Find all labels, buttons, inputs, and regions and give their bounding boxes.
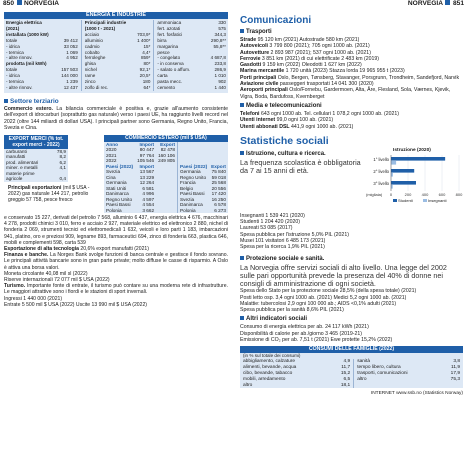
consumi-box [240, 346, 463, 388]
text-line: Emissione di CO₂ per ab. 7,51 t (2021) Ewe protette 15,2% (2022) [240, 337, 393, 344]
stat-label: - termica [6, 79, 24, 85]
section-square-icon [240, 151, 244, 155]
stat-value: 12 437 [63, 84, 78, 90]
line-lead: Gasdotti [240, 62, 262, 69]
line-lead: Utenti abbonati DSL [240, 123, 290, 130]
stat-label: - salato o affum. [157, 67, 191, 73]
table-cell [156, 208, 177, 214]
table-row [104, 208, 228, 214]
table-cell: Import [139, 141, 155, 147]
chart-bar-studenti [391, 157, 445, 161]
protezione-lines [240, 288, 463, 313]
stat-value: 1 400* [137, 37, 151, 43]
table-cell: Svezia [178, 197, 210, 203]
line-text: 2 893 987 (2021); 537 ogni 1000 ab. (2021) [269, 49, 371, 56]
page-number-right: 851 [452, 0, 464, 7]
stat-label: ferroleghe [84, 55, 106, 61]
table-cell: altro [243, 382, 253, 388]
table-cell: 82 478 [160, 147, 176, 152]
table-cell [354, 383, 440, 389]
table-cell: 105 546 [137, 158, 155, 163]
chart-bar-insegnanti [391, 173, 393, 177]
table-cell: Regno Unito [178, 175, 210, 181]
line-lead: Autoveicoli [240, 43, 268, 50]
table-cell: mobili, arredamento [243, 376, 286, 382]
line-text: Oslo, Bergen, Tønsberg, Stavanger, Porsgrunn, Trondheim, Sandefjord, Narvik [276, 74, 460, 81]
text-line: Spesa pubblica per la sanità 8,6% PIL (2021) [240, 307, 344, 314]
section-square-icon [240, 316, 244, 320]
left-page [0, 0, 232, 467]
table-cell: 6 273 [214, 207, 226, 213]
table-cell: 4 597 [142, 196, 155, 202]
table-cell: tempo libero, cultura [354, 365, 440, 371]
table-cell: Paesi Bassi [106, 202, 131, 207]
table-cell: Polonia [106, 207, 122, 213]
table-cell: Germania [178, 169, 210, 175]
table-cell: alimenti, bevande, acqua [243, 365, 297, 371]
line-lead: Telefoni [240, 110, 260, 117]
export-value: 0,4 [59, 176, 66, 182]
line-lead: Ferrovie [240, 55, 261, 62]
table-cell: Paesi (2022) [178, 164, 210, 170]
text-line: Malattie: tubercolosi 2,9 ogni 100 000 ab.; AIDS <0,1% adulti (2021) [240, 300, 397, 307]
chart-tick-label: 800 [455, 191, 463, 197]
protezione-text: La Norvegia offre servizi sociali di alto livello. Una legge del 2002 sulle pari opportunità prevede la presenza del 40% di donne nei consigli di amministrazione di ogni società. [240, 262, 447, 289]
altri-heading: Altri indicatori sociali [240, 316, 463, 323]
stat-label: - altre rinnov. [6, 55, 33, 61]
stat-label: pasta mecc. [157, 79, 183, 85]
chart-title: Istruzione (2020) [393, 147, 431, 153]
stat-label: alluminio [84, 37, 103, 43]
stat-label: zolfo di rec. [84, 84, 109, 90]
chart-bar-studenti [391, 169, 414, 173]
consumi-subtitle: (in % sul totale dei consumi) [243, 353, 301, 359]
line-lead: Autovetture [240, 49, 270, 56]
section-square-icon [240, 256, 244, 260]
istruzione-chart-svg [365, 154, 463, 212]
stat-label: acciaio [84, 31, 100, 37]
stat-label: zinco [84, 79, 96, 85]
terziario-text: Commercio estero. La bilancia commerciale è positiva e, grazie all'aumento consistente dell'export di idrocarburi (soprattutto gas naturale) verso i paesi UE, ha raggiunto livelli record nel 2022 (oltre 144 miliardi di dollari USA). I principali partner sono Germania, Regno Unito, Francia, Svezia e Cina. [4, 105, 228, 132]
riserve-line: Riserve internazionali 72 077 mil $ USA (2022) [4, 277, 110, 284]
text-line: Musei 101 visitatori 6 485 173 (2021) [240, 238, 326, 245]
table-cell: 75 840 [211, 169, 226, 174]
export-label: miner. e metalli [6, 165, 38, 171]
stat-value: 15* [143, 43, 151, 49]
export-label: manufatti [6, 154, 26, 160]
stat-value: 1 069 [66, 49, 78, 55]
chart-legend-swatch [423, 199, 427, 202]
stat-label: nichel [84, 67, 97, 73]
stat-value: 4,4* [142, 49, 151, 55]
stat-label: carta [157, 73, 168, 79]
stat-label: margarina [157, 43, 179, 49]
line-text: 643 ogni 1000 ab. Tel. cellulari 1 078,2 ogni 1000 ab. (2021) [259, 110, 400, 117]
stat-value: 92,1* [139, 67, 151, 73]
altri-lines [240, 324, 463, 343]
table-cell: Export [211, 163, 226, 169]
table-cell: sanità [354, 359, 440, 365]
stat-value: 575 [218, 25, 226, 31]
stat-value: 344,3 [214, 31, 226, 37]
line-lead: Porti principali [240, 74, 277, 81]
stat-label: fert. fosfatici [157, 31, 183, 37]
media-heading: Media e telecomunicazioni [240, 103, 463, 110]
header-square-icon [445, 0, 450, 5]
chart-bar-studenti [391, 181, 416, 185]
chart-x-label: (migliaia) [366, 191, 383, 197]
chart-category-label: 2° livello [373, 168, 389, 174]
table-cell: 2021 [106, 152, 117, 158]
table-cell: 15,2 [340, 370, 351, 376]
commercio-table [104, 142, 228, 214]
line-text: 3 799 800 (2021); 705 ogni 1000 ab. (2021) [267, 43, 370, 50]
chart-legend-label: Studenti [398, 197, 413, 203]
terziario-heading: Settore terziario [4, 98, 228, 105]
line-text: Oslo/Fornebu, Gardermoen, Alta, Åre, Flesland, Sola, Værnes, Kjevik, Vigra, Boda, Bardufoss, Kvernberget [240, 87, 451, 100]
line-text: passeggeri trasportati 14 041 300 (2020) [278, 81, 374, 88]
stat-value: 20,5* [139, 73, 151, 79]
energy-column [6, 20, 81, 91]
industry-column [81, 20, 154, 91]
table-cell [440, 383, 463, 389]
ingressi-line: Ingressi 1 440 000 (2021) [4, 295, 63, 302]
commercio-estero-box [104, 135, 228, 214]
export-value: 4,1 [59, 165, 66, 171]
stat-label: - termica [6, 49, 24, 55]
table-cell: 4 554 [142, 202, 155, 207]
stat-label: - idrica [6, 43, 20, 49]
table-cell: Anno [106, 141, 118, 147]
table-cell: Cina [106, 174, 116, 180]
table-row [240, 383, 463, 389]
stat-label: - congelato [157, 55, 181, 61]
table-cell: Germania [106, 180, 127, 185]
entrate-uscite-line: Entrate 5 500 mil $ USA (2022) Uscite 13 990 mil $ USA (2022) [4, 301, 147, 308]
stat-label: cobalto [84, 49, 100, 55]
industry-column-2 [153, 20, 226, 91]
turismo-text: Turismo. Importante fonte di entrate, il turismo può contare su una moderna rete di infrastrutture. Le maggiori attrattive sono i fiordi e le stazioni di sport invernali. [4, 283, 228, 296]
text-line [240, 87, 463, 100]
table-cell: Import [139, 163, 155, 169]
commercio-box-title: COMMERCIO ESTERO (mil $ USA) [104, 135, 228, 142]
export-box-title: EXPORT MERCI (% tot. export merci - 2022) [4, 135, 68, 149]
text-line: Posti letto osp. 3,4 ogni 1000 ab. (2021) Medici 5,2 ogni 1000 ab. (2021) [240, 294, 407, 301]
table-cell: 75,3 [450, 376, 460, 382]
consumi-table [240, 359, 463, 388]
stat-value: 180 [142, 79, 151, 85]
trasporti-heading: Trasporti [240, 29, 463, 36]
table-cell: Polonia [178, 208, 210, 214]
stat-label: prodotta (mil kWh) [6, 61, 47, 67]
export-label: agricole [6, 176, 23, 182]
table-cell: 16 250 [211, 196, 226, 202]
line-lead: Strade [240, 37, 257, 43]
internet-source: INTERNET www.ssb.no (Statistics Norway) [370, 391, 463, 397]
export-list-text: e conservato 15 227, derivati del petrolio 7 568, alluminio 6 437, energia elettrica 4 676, macchinari 4 278, prodotti chimici 3 010, ferro e acciaio 2 927, materiale elettrico ed elettronico 2 880, nichel di fonderia 2 069, strumenti tecnici ed elettromedicali 1 632, veicoli e loro parti 1 183, imbarcazioni 941, platino, oro e preziosi 909, legname 893, farmaceutici 694, zinco di fonderia 663, plastica 646, mobili e complementi 598, carta 539 [4, 215, 228, 246]
stat-label: installata (1000 kW) [6, 31, 49, 37]
table-cell: 3 662 [142, 207, 155, 213]
chart-tick-label: 200 [404, 191, 412, 197]
header-country-left: NORVEGIA [24, 0, 60, 7]
text-line: Spesa pubblica per l'istruzione 5,0% PIL (2021) [240, 231, 349, 238]
finanza-text: Finanza e banche. La Norges Bank svolge funzioni di banca centrale e gestisce il fondo sovrano. Le principali attività bancarie sono in gran parte private; molto diffuse le casse di risparmio. A Oslo è attiva una borsa valori. [4, 252, 229, 271]
export-row [4, 176, 68, 182]
text-line: Studenti 1 204 420 (2020) [240, 219, 300, 226]
chart-category-label: 3° livello [373, 180, 389, 186]
text-line [240, 124, 463, 130]
line-text: 1 720 unità (2023) Stazza lorda 19 965 955 t (2023) [284, 68, 405, 75]
table-cell: 2022 [106, 158, 117, 163]
text-line: Spesa dello Stato per la protezione sociale 28,5% (della spesa totale) (2021) [240, 288, 417, 295]
stat-label: ghisa [84, 61, 96, 67]
stat-label: birra [157, 37, 167, 43]
stat-value: 703,9* [137, 31, 151, 37]
table-cell: 12 264 [139, 180, 155, 185]
table-cell: Export [160, 141, 176, 147]
stat-value: 290,8** [210, 37, 226, 43]
stat-value: 157 503 [61, 67, 78, 73]
stat-label: (2021) [6, 25, 20, 31]
text-line: Disponibilità di calorie per ab./giorno 3 465 (2019-21) [240, 330, 362, 337]
consumi-title: CONSUMI DELLE FAMIGLIE (2022) [240, 346, 463, 353]
energy-industry-box [4, 12, 228, 93]
line-text: 3 851 km (2021) di cui elettrificate 2 483 km (2019) [260, 55, 379, 62]
table-cell: 80 447 [139, 147, 155, 152]
stat-label: - altre rinnov. [6, 84, 33, 90]
left-page-header [0, 0, 232, 10]
page-number-left: 850 [3, 0, 15, 7]
comunicazioni-heading: Comunicazioni [240, 15, 312, 26]
table-cell: abbigliamento, calzature [243, 359, 295, 365]
table-cell: cibo, bevande, tabacco [243, 370, 293, 376]
text-line: Laureati 53 085 (2017) [240, 225, 293, 232]
stat-value: 1 010 [214, 73, 226, 79]
table-cell: 97 764 [139, 152, 155, 158]
stat-value: 39 412 [63, 37, 78, 43]
stat-label: totale [6, 67, 18, 73]
table-cell: 17 420 [211, 191, 226, 196]
table-cell: Regno Unito [106, 196, 133, 202]
principali-export: Principali esportazioni (mil $ USA - 2022) gas naturale 144 217, petrolio greggio 57 758, pesce fresco [8, 185, 90, 204]
stat-label: ammoniaca [157, 20, 182, 25]
stat-label: - idrica [6, 73, 20, 79]
table-cell: 11,7 [341, 365, 351, 371]
export-value: 8,2 [59, 154, 66, 160]
line-text: 441,9 ogni 1000 ab. (2021) [289, 123, 354, 130]
stat-value: 64* [143, 84, 151, 90]
line-lead: Aviazione civile [240, 81, 279, 88]
header-country-right: NORVEGIA [407, 0, 443, 7]
table-cell: trasporti, comunicazioni [354, 371, 440, 377]
export-rows [4, 149, 68, 183]
chart-tick-label: 400 [421, 191, 429, 197]
chart-tick-label: 600 [438, 191, 446, 197]
chart-bar-insegnanti [391, 161, 396, 165]
right-page-header [236, 0, 467, 10]
section-square-icon [240, 29, 244, 33]
table-cell: 4 996 [142, 191, 155, 196]
right-page [236, 0, 467, 467]
istruzione-heading: Istruzione, cultura e ricerca. [240, 151, 361, 158]
table-cell: 25 568 [211, 180, 226, 185]
section-square-icon [240, 103, 244, 107]
table-cell: 59 018 [211, 174, 226, 180]
stat-label: pesce [157, 49, 170, 55]
statistiche-heading: Statistiche sociali [240, 134, 329, 147]
energy-box-title: ENERGIA E INDUSTRIE [4, 12, 228, 19]
stat-value: 33 052 [63, 43, 78, 49]
chart-legend-swatch [393, 199, 397, 202]
chart-bar-insegnanti [391, 185, 393, 189]
protezione-heading: Protezione sociale e sanità. [240, 256, 463, 263]
stat-value: 286,9 [214, 67, 226, 73]
line-text: 95 120 km (2021) Autostrade 580 km (2021) [256, 37, 360, 43]
export-box [4, 135, 68, 183]
table-cell: Francia [178, 180, 210, 186]
chart-tick-label: 0 [389, 191, 393, 197]
stat-value: 859* [140, 55, 151, 61]
table-cell: Stati Uniti [106, 185, 127, 191]
table-cell: 13 229 [139, 174, 155, 180]
stat-label: cemento [157, 84, 176, 90]
stat-value: 55,8** [213, 43, 226, 49]
table-cell: Paesi (2022) [106, 163, 134, 169]
line-lead: Marina mercantile [240, 68, 285, 75]
table-cell: 249 805 [158, 158, 176, 163]
export-label: prod. alimentari [6, 159, 39, 165]
text-line: Spesa per la ricerca 1,9% PIL (2021) [240, 244, 325, 251]
table-cell: 4,9 [343, 359, 351, 365]
moneta-line: Moneta circolante 40,08 mil sl (2022) [4, 270, 88, 277]
stat-label: fert. azotati [157, 25, 181, 31]
trasporti-lines [240, 37, 463, 100]
chart-category-label: 1° livello [373, 156, 389, 162]
text-line: Consumo di energia elettrica per ab. 24 117 kWh (2021) [240, 324, 369, 331]
alta-tecnologia-line: Esportazione di alta tecnologia 20,6% export manufatti (2021) [4, 246, 149, 253]
stat-label: Energia elettrica [6, 20, 42, 25]
stat-value: 4 687,8 [210, 55, 226, 61]
stat-label: cadmio [84, 43, 100, 49]
media-lines [240, 111, 463, 130]
text-line: Insegnanti 1 539 421 (2020) [240, 212, 305, 219]
stat-row [85, 85, 151, 91]
table-cell: 17,9 [450, 370, 460, 376]
stat-value: 144 000 [61, 73, 78, 79]
export-label: materie prime [6, 170, 35, 176]
stat-value: 1 440 [214, 84, 226, 90]
line-lead: Utenti internet [240, 117, 276, 124]
table-cell: 160 106 [158, 152, 176, 158]
export-value: 6,2 [59, 159, 66, 165]
istruzione-lines [240, 213, 463, 251]
table-cell: 6 578 [214, 202, 226, 207]
table-cell: 3,8 [453, 359, 460, 365]
table-cell: 11,9 [451, 365, 460, 371]
table-cell: 13 567 [139, 169, 155, 174]
table-cell: 20 556 [211, 185, 226, 191]
stat-label: (1000 t - 2021) [84, 25, 116, 31]
stat-value: 4 952 [66, 55, 78, 61]
table-cell: Svezia [106, 169, 121, 174]
stat-label: totale [6, 37, 18, 43]
stat-label: rame [84, 73, 96, 79]
line-text: 9 159 km (2022) Oleodotti 1 627 km (2022) [261, 62, 362, 69]
table-cell: Danimarca [178, 202, 210, 208]
line-lead: Aeroporti principali [240, 87, 288, 94]
chart-legend-label: Insegnanti [428, 197, 447, 203]
stat-value: 80* [143, 61, 151, 67]
istruzione-chart [365, 148, 463, 213]
stat-value: 233,8 [214, 61, 226, 67]
stat-label: Principali industrie [84, 20, 127, 25]
section-square-icon [4, 99, 8, 103]
table-cell: 6,5 [343, 376, 351, 382]
stat-value: 1 239 [66, 79, 78, 85]
table-cell: Paesi Bassi [178, 191, 210, 197]
istruzione-text: La frequenza scolastica è obbligatoria da 7 ai 15 anni di età. [240, 157, 361, 176]
table-cell: Danimarca [106, 191, 129, 196]
stat-row [157, 85, 226, 91]
table-cell: 6 581 [142, 185, 155, 191]
stat-row [6, 85, 78, 91]
table-cell: altro [354, 377, 440, 383]
table-cell: 2020 [106, 147, 117, 152]
table-cell: 18,1 [340, 382, 351, 388]
export-label: carburanti [6, 148, 27, 154]
header-square-icon [17, 0, 22, 5]
stat-value: 330 [218, 20, 226, 25]
table-cell: Belgio [178, 186, 210, 192]
line-text: 99,0 ogni 100 ab. (2021) [275, 117, 334, 124]
stat-value: 902 [218, 79, 226, 85]
stat-label: - in conserva [157, 61, 184, 67]
export-value: 78,9 [56, 148, 66, 154]
